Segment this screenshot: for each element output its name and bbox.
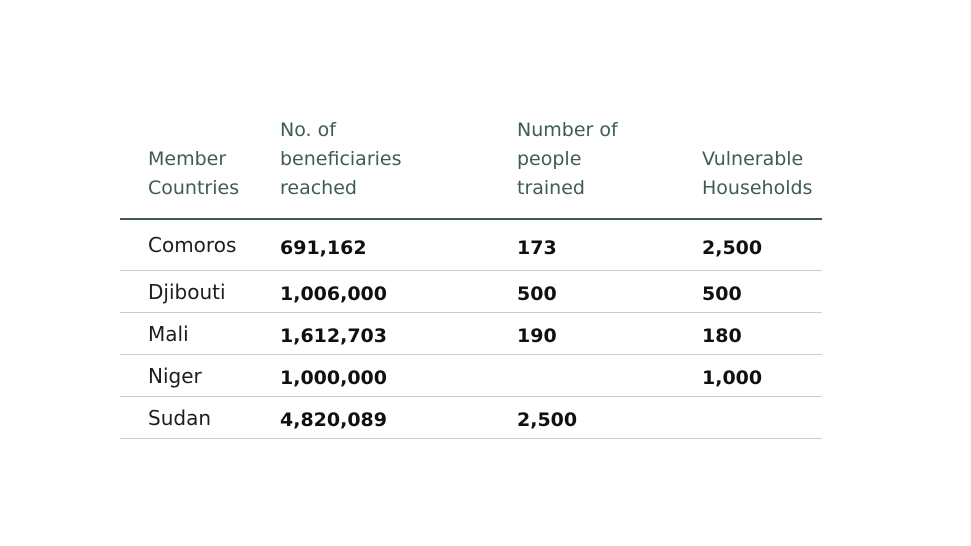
trained-cell: 190 [517, 325, 557, 347]
header-member-countries: Member Countries [148, 148, 240, 199]
trained-cell: 500 [517, 283, 557, 305]
country-cell: Mali [148, 322, 189, 346]
trained-cell: 2,500 [517, 409, 578, 431]
table-row [120, 397, 822, 439]
country-cell: Niger [148, 364, 202, 388]
beneficiaries-cell: 1,612,703 [280, 325, 387, 347]
header-vulnerable-households: Vulnerable Households [702, 148, 813, 199]
header-beneficiaries-reached: No. of beneficiaries reached [280, 119, 402, 199]
country-cell: Djibouti [148, 280, 226, 304]
beneficiaries-table [120, 114, 822, 439]
beneficiaries-cell: 1,000,000 [280, 367, 387, 389]
trained-cell: 173 [517, 237, 557, 259]
table-row [120, 271, 822, 313]
households-cell: 1,000 [702, 367, 763, 389]
country-cell: Sudan [148, 406, 211, 430]
beneficiaries-cell: 691,162 [280, 237, 367, 259]
households-cell: 180 [702, 325, 742, 347]
households-cell: 2,500 [702, 237, 763, 259]
table-row [120, 313, 822, 355]
households-cell: 500 [702, 283, 742, 305]
table-row [120, 220, 822, 271]
beneficiaries-cell: 4,820,089 [280, 409, 387, 431]
header-people-trained: Number of people trained [517, 119, 618, 199]
beneficiaries-cell: 1,006,000 [280, 283, 387, 305]
table-row [120, 355, 822, 397]
table-header-row [120, 114, 822, 220]
country-cell: Comoros [148, 233, 237, 257]
